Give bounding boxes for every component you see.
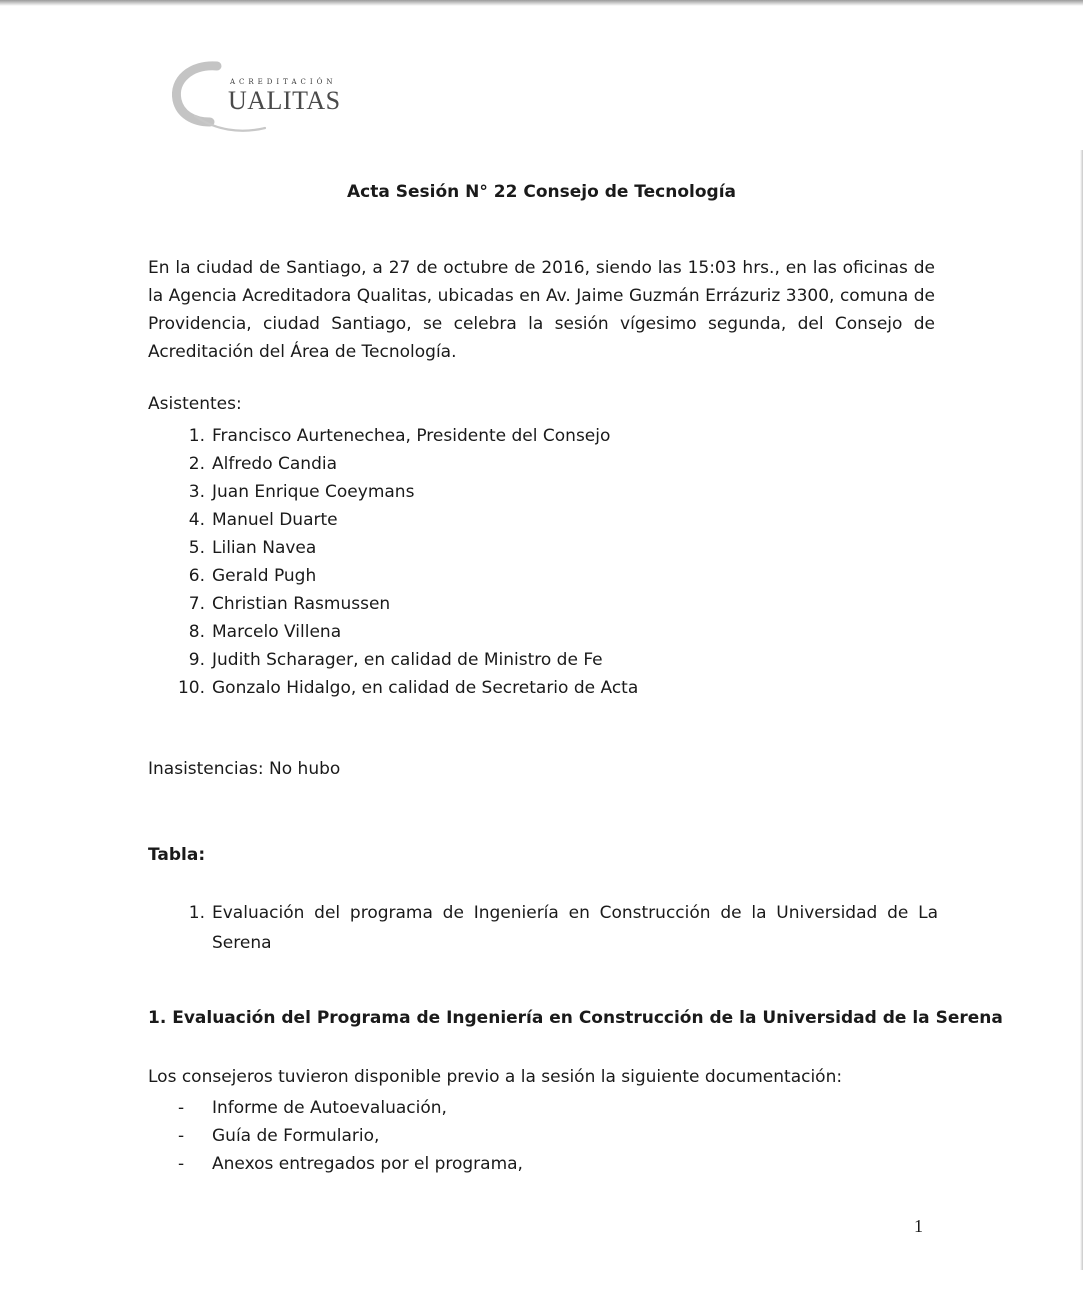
list-item: 2. Alfredo Candia [188,454,338,474]
logo-small-text: ACREDITACIÓN [230,78,337,86]
agenda-item-number: 1. [188,903,205,923]
list-item: 5. Lilian Navea [188,538,317,558]
attendees-label: Asistentes: [148,394,242,414]
list-item: - Anexos entregados por el programa, [178,1154,523,1174]
list-item: 8. Marcelo Villena [188,622,342,642]
section-heading: 1. Evaluación del Programa de Ingeniería en Construcción de la Universidad de la Serena [148,1008,1003,1028]
list-item: 3. Juan Enrique Coeymans [188,482,415,502]
section-intro: Los consejeros tuvieron disponible previo a la sesión la siguiente documentación: [148,1067,843,1087]
page-number: 1 [914,1216,923,1236]
intro-paragraph: En la ciudad de Santiago, a 27 de octubre de 2016, siendo las 15:03 hrs., en las oficinas de la Agencia Acreditadora Qualitas, ubicadas en Av. Jaime Guzmán Errázuriz 3300, comuna de Providencia, ciudad Santiago, se celebra la sesión vígesimo segunda, del Consejo de Acreditación del Área de Tecnología. [148,258,935,362]
qualitas-logo [165,60,345,140]
document-title: Acta Sesión N° 22 Consejo de Tecnología [346,182,737,202]
logo-big-text: UALITAS [228,86,341,115]
documents-list [148,1094,523,1178]
list-item: 6. Gerald Pugh [188,566,317,586]
list-item: 9. Judith Scharager, en calidad de Ministro de Fe [188,650,603,670]
agenda-item [148,898,938,958]
agenda-item-text: Evaluación del programa de Ingeniería en Construcción de la Universidad de La Serena [212,903,938,953]
list-item: 10. Gonzalo Hidalgo, en calidad de Secretario de Acta [177,678,639,698]
list-item: - Informe de Autoevaluación, [178,1098,447,1118]
attendees-list [148,422,638,702]
absences-text: Inasistencias: No hubo [148,759,341,779]
list-item: 4. Manuel Duarte [188,510,338,530]
scan-shadow-top [0,0,1083,6]
list-item: - Guía de Formulario, [178,1126,380,1146]
list-item: 1. Francisco Aurtenechea, Presidente del Consejo [188,426,611,446]
agenda-label: Tabla: [148,845,206,865]
list-item: 7. Christian Rasmussen [188,594,391,614]
